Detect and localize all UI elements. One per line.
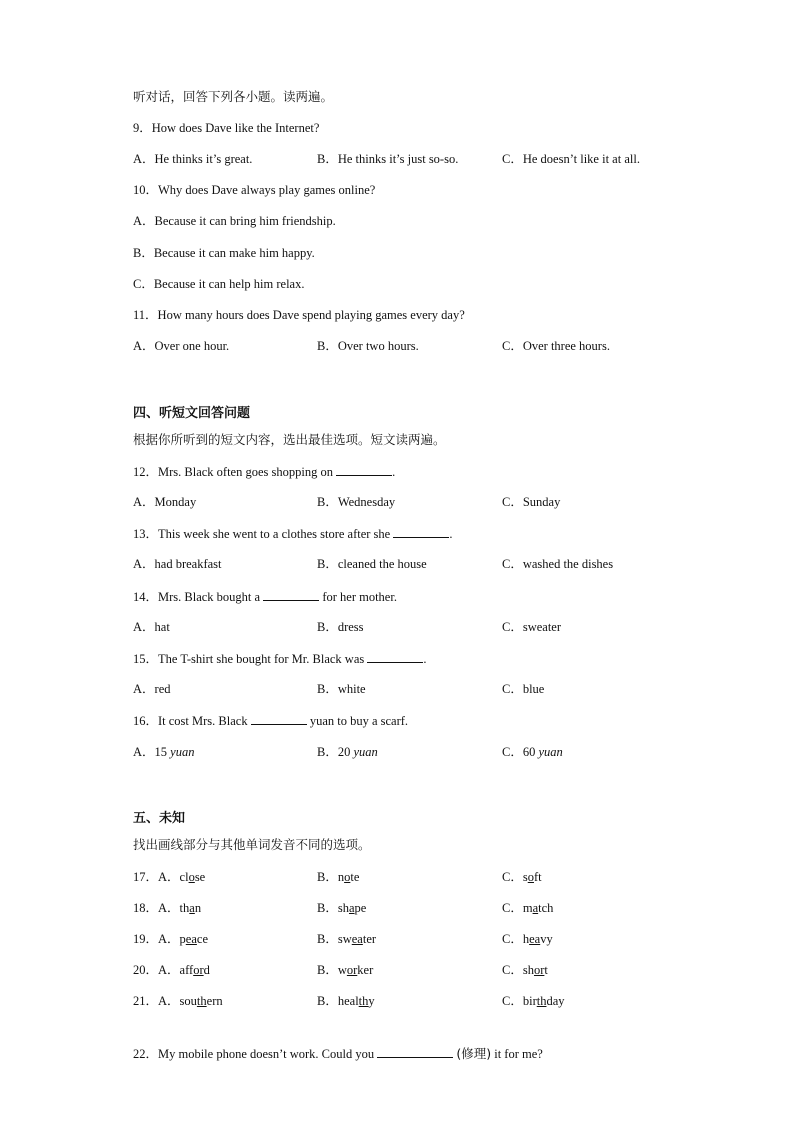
q17-option-c: C．soft [502,870,542,884]
underlined-part: ea [185,932,197,946]
answer-blank[interactable] [393,525,449,538]
q15-option-c: C．blue [502,682,545,696]
q22-text: 22．My mobile phone doesn’t work. Could you [133,1047,375,1061]
underlined-part: a [532,901,539,915]
q15-end: . [423,652,427,666]
q16-option-a [133,744,194,760]
question-10: 10．Why does Dave always play games online? [133,183,376,197]
q9-option-a: A．He thinks it’s great. [133,152,253,166]
q16-text: 16．It cost Mrs. Black [133,714,248,728]
q11-option-a: A．Over one hour. [133,339,230,353]
question-12 [133,463,395,480]
q11-option-b: B．Over two hours. [317,339,419,353]
q10-option-c: C．Because it can help him relax. [133,277,305,291]
q13-option-c: C．washed the dishes [502,557,614,571]
underlined-part: or [193,963,204,977]
section3-instruction: 听对话，回答下列各小题。读两遍。 [133,89,334,104]
q12-end: . [392,465,396,479]
q19-option-c: C．heavy [502,932,553,946]
answer-blank[interactable] [251,712,307,725]
underlined-part: th [196,994,207,1008]
underlined-part: a [348,901,355,915]
q13-end: . [449,527,453,541]
unit-yuan: yuan [170,745,195,759]
q20-option-b: B．worker [317,963,374,977]
underlined-part: or [533,963,545,977]
q19-option-a: 19．A．peace [133,932,208,946]
unit-yuan: yuan [538,745,563,759]
q18-option-b: B．shape [317,901,367,915]
q22-hint: (修理) [456,1046,492,1061]
section4-heading: 四、听短文回答问题 [133,406,251,421]
q16-option-b [317,744,378,760]
option-value: B．20 [317,745,351,759]
q16-option-c [502,744,563,760]
q15-option-b: B．white [317,682,366,696]
question-11: 11．How many hours does Dave spend playing games every day? [133,308,465,322]
q15-text: 15．The T-shirt she bought for Mr. Black was [133,652,365,666]
q13-option-a: A．had breakfast [133,557,222,571]
q14-option-a: A．hat [133,620,170,634]
q9-option-b: B．He thinks it’s just so-so. [317,152,459,166]
q15-option-a: A．red [133,682,171,696]
q14-option-c: C．sweater [502,620,562,634]
q20-option-a: 20．A．afford [133,963,210,977]
underlined-part: th [358,994,369,1008]
q21-option-b: B．healthy [317,994,375,1008]
section5-heading: 五、未知 [133,811,186,826]
question-14 [133,588,397,605]
q13-text: 13．This week she went to a clothes store after she [133,527,391,541]
q14-option-b: B．dress [317,620,364,634]
q21-option-a: 21．A．southern [133,994,223,1008]
q12-option-a: A．Monday [133,495,197,509]
question-13 [133,525,452,542]
q11-option-c: C．Over three hours. [502,339,610,353]
q18-option-c: C．match [502,901,554,915]
answer-blank[interactable] [263,588,319,601]
q22-end: it for me? [494,1047,543,1061]
q12-option-b: B．Wednesday [317,495,396,509]
q13-option-b: B．cleaned the house [317,557,427,571]
q21-option-c: C．birthday [502,994,565,1008]
q10-option-b: B．Because it can make him happy. [133,246,315,260]
q17-option-a: 17．A．close [133,870,206,884]
q17-option-b: B．note [317,870,360,884]
unit-yuan: yuan [353,745,378,759]
q12-text: 12．Mrs. Black often goes shopping on [133,465,333,479]
q18-option-a: 18．A．than [133,901,202,915]
option-value: C．60 [502,745,536,759]
section4-instruction: 根据你所听到的短文内容，选出最佳选项。短文读两遍。 [133,432,446,447]
q14-text: 14．Mrs. Black bought a [133,590,261,604]
answer-blank[interactable] [377,1045,453,1058]
underlined-part: ea [529,932,541,946]
answer-blank[interactable] [367,650,423,663]
underlined-part: th [536,994,547,1008]
answer-blank[interactable] [336,463,392,476]
underlined-part: ea [351,932,363,946]
underlined-part: or [346,963,358,977]
question-22 [133,1045,543,1062]
question-9: 9．How does Dave like the Internet? [133,121,320,135]
question-15 [133,650,426,667]
q10-option-a: A．Because it can bring him friendship. [133,214,336,228]
underlined-part: o [527,870,534,884]
underlined-part: o [188,870,195,884]
q9-option-c: C．He doesn’t like it at all. [502,152,640,166]
section5-instruction: 找出画线部分与其他单词发音不同的选项。 [133,837,371,852]
underlined-part: a [189,901,195,915]
q20-option-c: C．short [502,963,548,977]
question-16 [133,712,408,729]
q19-option-b: B．sweater [317,932,377,946]
q12-option-c: C．Sunday [502,495,561,509]
q16-end: yuan to buy a scarf. [309,714,409,728]
underlined-part: o [344,870,351,884]
option-value: A．15 [133,745,168,759]
q14-end: for her mother. [322,590,397,604]
